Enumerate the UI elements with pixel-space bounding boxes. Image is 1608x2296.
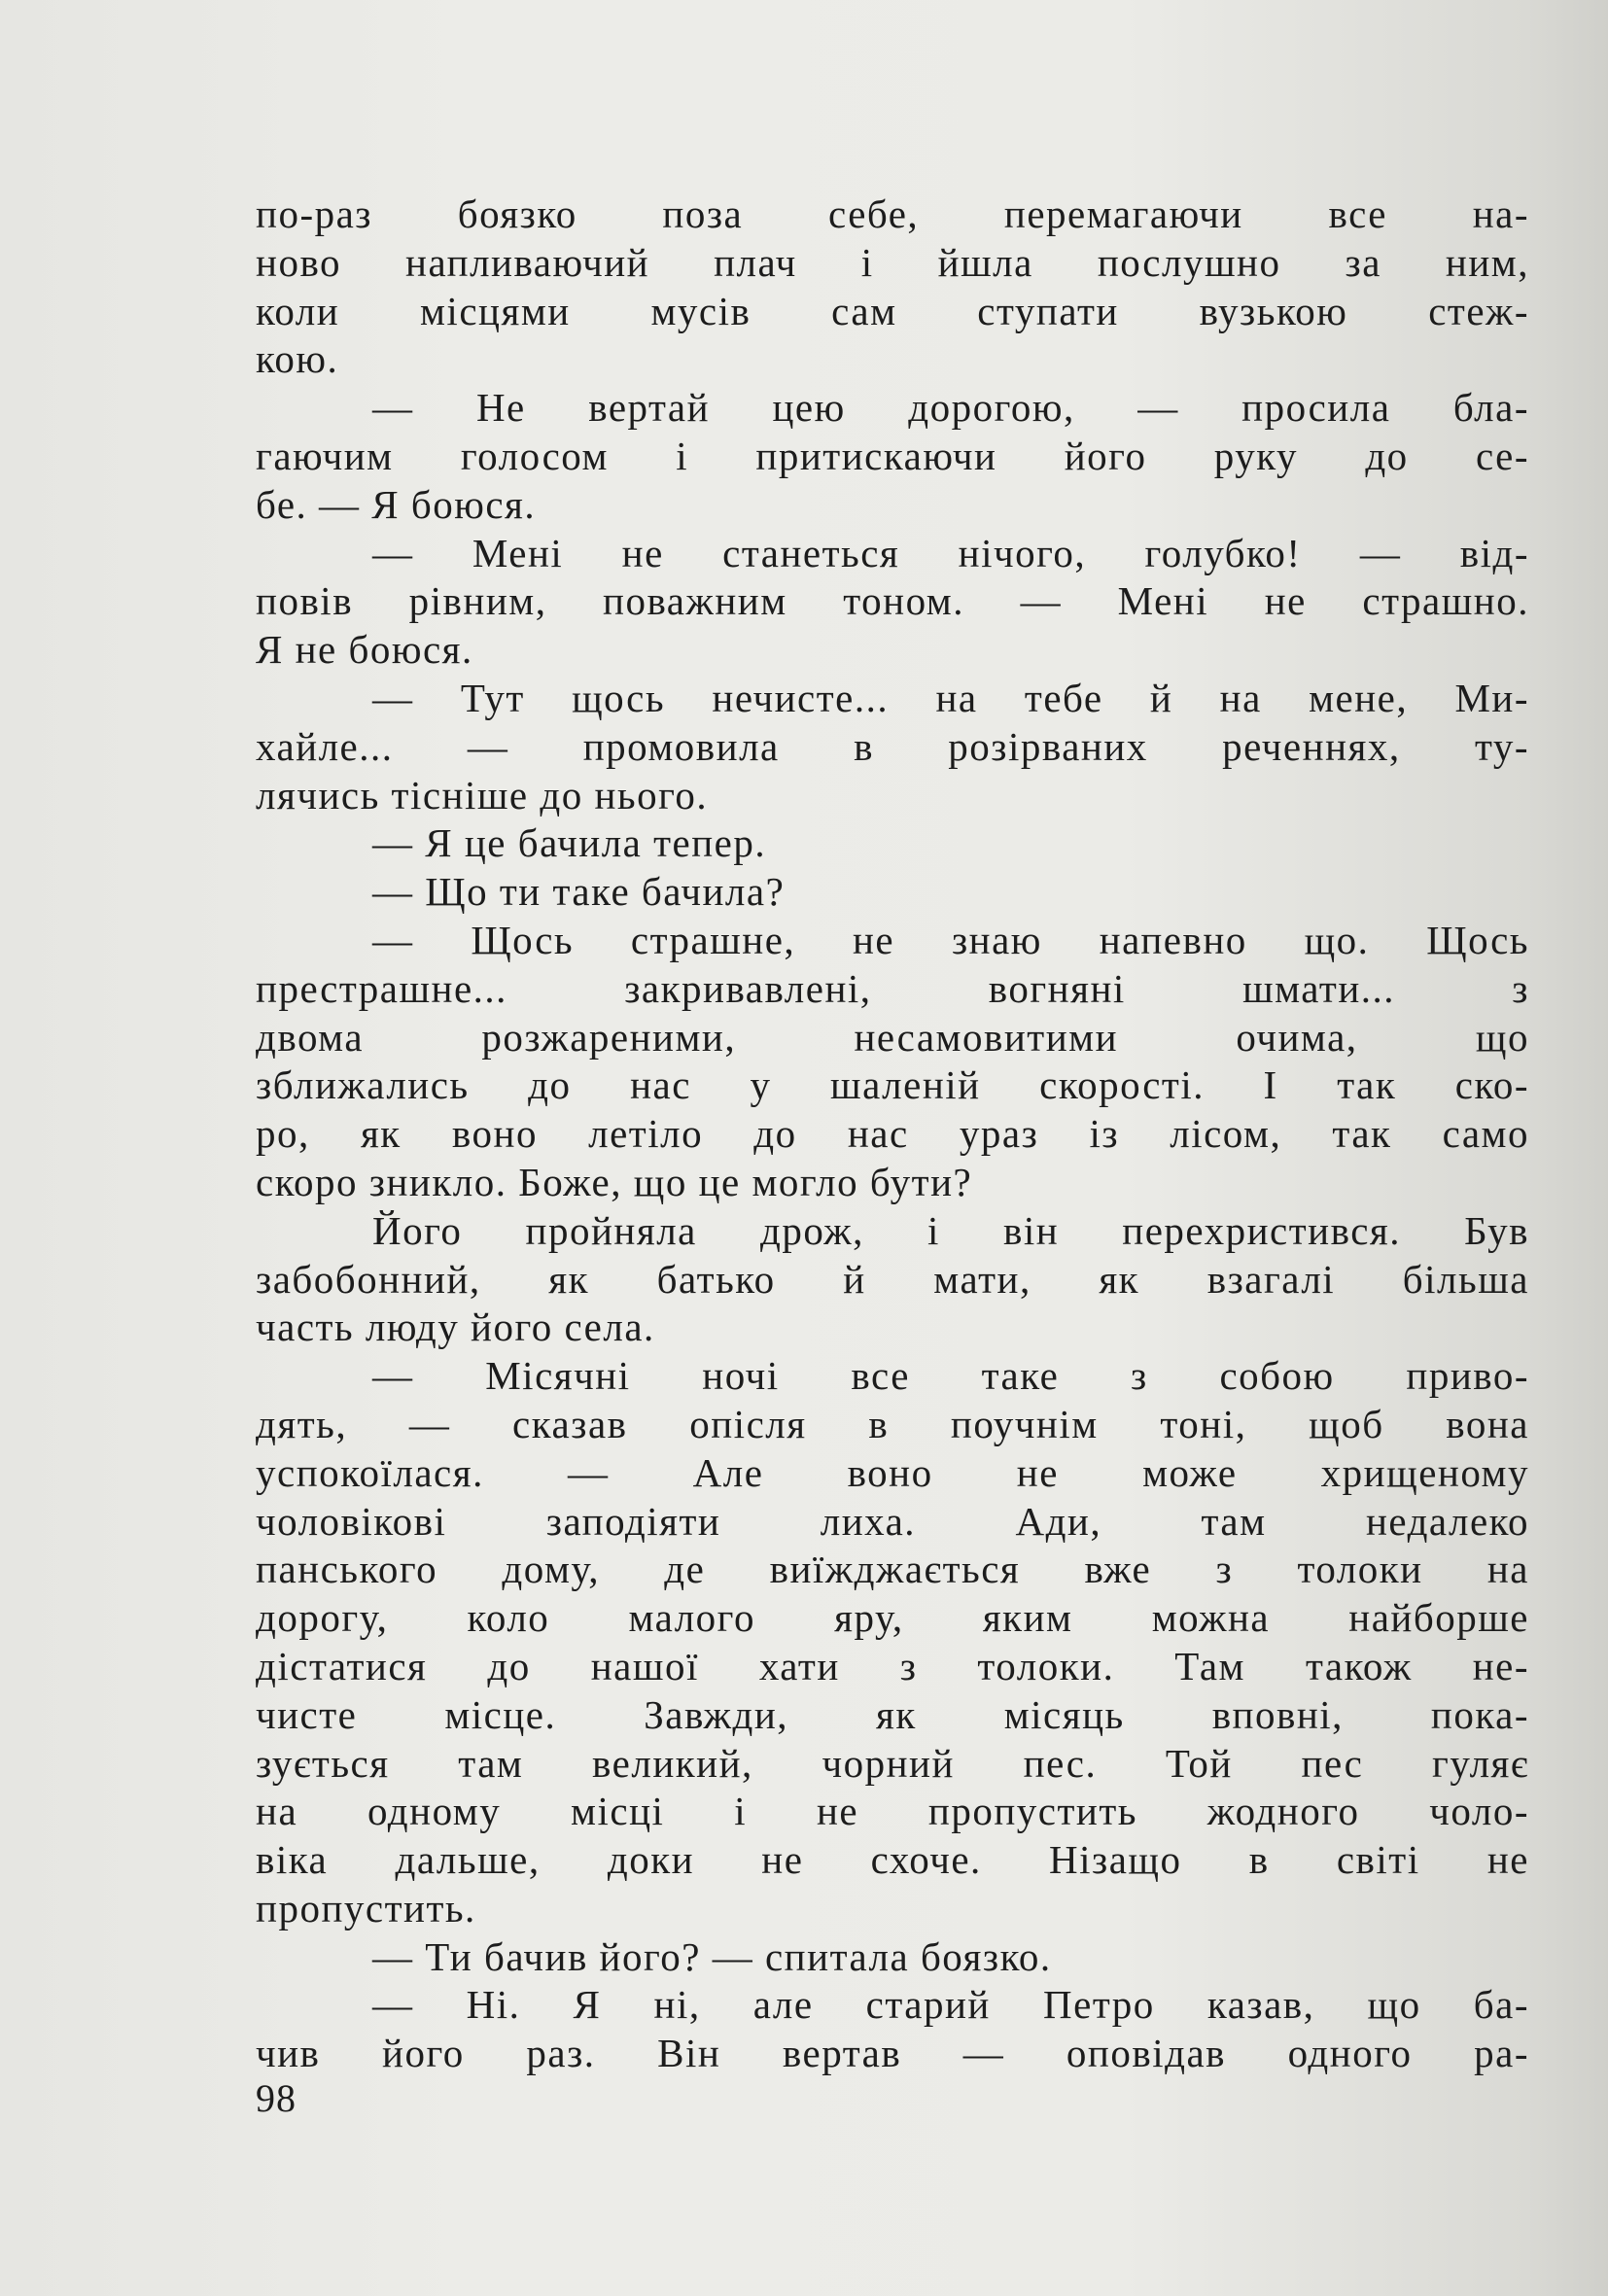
text-line: часть люду його села.	[256, 1305, 655, 1350]
text-line: пропустить.	[256, 1885, 476, 1931]
text-line: зується там великий, чорний пес. Той пес гуляє	[256, 1740, 1529, 1786]
page-text	[256, 191, 1529, 2078]
text-line: дять, — сказав опісля в поучнім тоні, щоб вона	[256, 1401, 1529, 1446]
text-line: по-раз боязко поза себе, перемагаючи все на-	[256, 191, 1529, 236]
text-line: Я не боюся.	[256, 627, 473, 673]
text-line: на одному місці і не пропустить жодного чоло-	[256, 1789, 1529, 1834]
text-line: гаючим голосом і притискаючи його руку до се-	[256, 433, 1529, 478]
text-line: повів рівним, поважним тоном. — Мені не страшно.	[256, 578, 1529, 624]
text-line: панського дому, де виїжджається вже з толоки на	[256, 1547, 1529, 1592]
text-line: — Ні. Я ні, але старий Петро казав, що ба-	[372, 1982, 1529, 2028]
text-line: чив його раз. Він вертав — оповідав одного ра-	[256, 2031, 1529, 2076]
text-line: ро, як воно летіло до нас ураз із лісом, так само	[256, 1111, 1529, 1157]
text-line: дістатися до нашої хати з толоки. Там також не-	[256, 1643, 1529, 1688]
text-line: престрашне... закривавлені, вогняні шмати... з	[256, 965, 1529, 1011]
text-line: коли місцями мусів сам ступати вузькою стеж-	[256, 288, 1529, 333]
text-line: двома розжареними, несамовитими очима, що	[256, 1014, 1529, 1060]
text-line: дорогу, коло малого яру, яким можна найборше	[256, 1595, 1529, 1641]
text-line: чисте місце. Завжди, як місяць вповні, пока-	[256, 1691, 1529, 1737]
text-line: — Не вертай цею дорогою, — просила бла-	[372, 385, 1529, 431]
text-line: бе. — Я боюся.	[256, 481, 537, 527]
text-line: — Місячні ночі все таке з собою приво-	[372, 1353, 1529, 1399]
text-line: — Мені не станеться нічого, голубко! — від-	[372, 530, 1529, 575]
text-line: забобонний, як батько й мати, як взагалі більша	[256, 1256, 1529, 1302]
text-line: — Щось страшне, не знаю напевно що. Щось	[372, 917, 1529, 962]
text-line: віка дальше, доки не схоче. Нізащо в світі не	[256, 1837, 1529, 1883]
text-line: — Ти бачив його? — спитала боязко.	[372, 1933, 1052, 1979]
text-line: хайле... — промовила в розірваних реченнях, ту-	[256, 723, 1529, 769]
page-number: 98	[256, 2076, 297, 2120]
text-line: зближались до нас у шаленій скорості. І так ско-	[256, 1062, 1529, 1108]
text-line: успокоїлася. — Але воно не може хрищеному	[256, 1449, 1529, 1495]
text-line: Його пройняла дрож, і він перехристився. Був	[372, 1207, 1529, 1253]
text-line: скоро зникло. Боже, що це могло бути?	[256, 1159, 973, 1204]
text-line: чоловікові заподіяти лиха. Ади, там недалеко	[256, 1498, 1529, 1544]
text-line: — Я це бачила тепер.	[372, 820, 767, 866]
text-line: — Що ти таке бачила?	[372, 869, 786, 915]
text-line: ново напливаючий плач і йшла послушно за ним,	[256, 239, 1529, 285]
text-line: — Тут щось нечисте... на тебе й на мене, Ми-	[372, 675, 1529, 720]
text-line: кою.	[256, 336, 339, 382]
text-line: лячись тісніше до нього.	[256, 772, 709, 818]
